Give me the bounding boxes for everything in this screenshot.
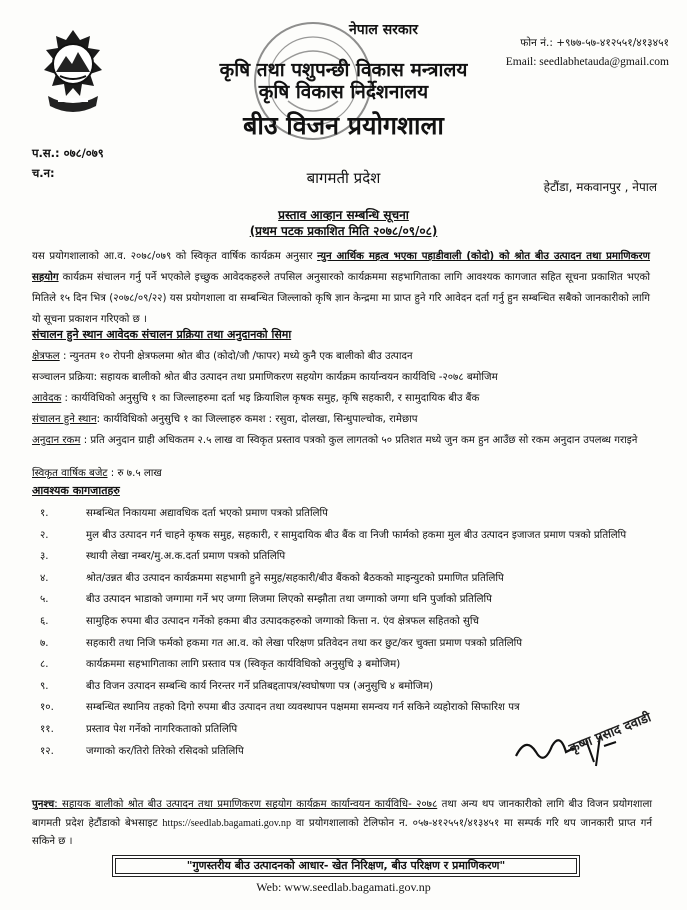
list-item: ४. श्रोत/उन्नत बीउ उत्पादन कार्यक्रममा सहभागी हुने समुह/सहकारी/बीउ बैंकको बैठकको माइन्युटको प्रमाणित प्रतिलिपि	[40, 572, 504, 584]
office-location: हेटौंडा, मकवानपुर , नेपाल	[543, 180, 657, 194]
list-item: १. सम्बन्धित निकायमा अद्यावधिक दर्ता भएको प्रमाण पत्रको प्रतिलिपि	[40, 508, 328, 519]
email-address: Email: seedlabhetauda@gmail.com	[505, 56, 669, 68]
list-item: ७. सहकारी तथा निजि फर्मको हकमा गत आ.व. को लेखा परिक्षण प्रतिवेदन तथा कर छुट/कर चुक्ता प्रमाण पत्रको प्रतिलिपि	[40, 637, 523, 649]
chalani-number: च.न:	[32, 166, 55, 180]
lab-name: बीउ विजन प्रयोगशाला	[243, 111, 444, 140]
website-link[interactable]: https://seedlab.bagamati.gov.np	[162, 817, 292, 829]
department-name: कृषि विकास निर्देशनालय	[258, 81, 429, 103]
patra-sankhya: प.स.: ०७८/०७९	[32, 146, 104, 160]
intro-text-2: कार्यक्रम संचालन गर्नु पर्ने भएकोले इच्छुक आवेदकहरुले तपसिल अनुसारको कार्यक्रममा सहभागिताका लागि आवश्यक कागजात सहित सूचना प्रकाशित भएको मितिले १५ दिन भित्र (२०७८/०९/२२) यस प्रयोगशाला वा सम्बन्धित जिल्लाको कृषि ज्ञान केन्द्रमा मा प्राप्त हुने गरि आवेदन दर्ता गर्नु हुन सम्बन्धित सबैको जानकारीको लागि यो सूचना प्रकाशन गरिएको छ ।	[32, 272, 650, 325]
list-item: ११. प्रस्ताव पेश गर्नेको नागरिकताको प्रतिलिपि	[40, 723, 238, 735]
phone-number: फोन नं.: +९७७-५७-४१२५५१/४१३४५१	[520, 37, 669, 49]
footnote-label: पुनश्च	[32, 799, 55, 810]
detail-row: स्विकृत वार्षिक बजेट : रु ७.५ लाख	[32, 468, 162, 479]
section-title: संचालन हुने स्थान आवेदक संचालन प्रक्रिया तथा अनुदानको सिमा	[32, 328, 292, 341]
list-item: ६. सामुहिक रुपमा बीउ उत्पादन गर्नेको हकमा बीउ उत्पादकहरुको जग्गाको कित्ता न. एंव क्षेत्रफल सहितको सुचि	[40, 615, 479, 627]
footer-website[interactable]: Web: www.seedlab.bagamati.gov.np	[256, 880, 431, 894]
program-name: न्युन आर्थिक महत्व भएका पहाडीवाली (कोदो) को श्रोत बीउ उत्पादन तथा प्रमाणिकरण सहयोग	[32, 251, 650, 283]
ministry-name: कृषि तथा पशुपन्छी विकास मन्त्रालय	[219, 59, 468, 81]
intro-text-1: यस प्रयोगशालाको आ.व. २०७८/०७९ को स्विकृत वार्षिक कार्यक्रम अनुसार	[32, 251, 318, 262]
footnote	[32, 796, 652, 852]
list-item: ३. स्थायी लेखा नम्बर/मु.अ.क.दर्ता प्रमाण पत्रको प्रतिलिपि	[40, 551, 286, 563]
detail-row: आवेदक : कार्यविधिको अनुसुचि १ का जिल्लाहरुमा दर्ता भइ क्रियाशिल कृषक समुह, कृषि सहकारी, र सामुदायिक बीउ बैंक	[32, 393, 480, 404]
gov-name: नेपाल सरकार	[348, 22, 418, 38]
notice-title: प्रस्ताव आव्हान सम्बन्धि सूचना	[278, 208, 409, 222]
docs-title: आवश्यक कागजातहरु	[32, 484, 120, 497]
footnote-guideline: : सहायक बालीको श्रोत बीउ उत्पादन तथा प्रमाणिकरण सहयोग कार्यक्रम कार्यान्वयन कार्यविधि- २०७८	[54, 799, 438, 810]
detail-row: सञ्चालन प्रक्रिया: सहायक बालीको श्रोत बीउ उत्पादन तथा प्रमाणिकरण सहयोग कार्यक्रम कार्यान्वयन कार्यविधि -२०७८ बमोजिम	[32, 372, 498, 383]
list-item: २. मुल बीउ उत्पादन गर्न चाहने कृषक समुह, सहकारी, र सामुदायिक बीउ बैंक वा निजी फार्मको हकमा मुल बीउ उत्पादन इजाजत प्रमाण पत्रको प्रतिलिपि	[40, 529, 627, 541]
footnote-text-1: तथा अन्य थप जानकारीको लागि बीउ विजन प्रयोगशाला बागमती प्रदेश हेटौंडाको बेभसाइट	[32, 799, 652, 829]
detail-row: क्षेत्रफल : न्युनतम १० रोपनी क्षेत्रफलमा श्रोत बीउ (कोदो/जौ /फापर) मध्ये कुनै एक बालीको बीउ उत्पादन	[32, 351, 413, 362]
notice-subtitle: (प्रथम पटक प्रकाशित मिति २०७८/०९/०८)	[249, 224, 438, 238]
list-item: १०. सम्बन्धित स्थानिय तहको दिगो रुपमा बीउ उत्पादन तथा व्यवस्थापन पक्षममा समन्वय गर्न सकिने व्यहोराको सिफारिश पत्र	[40, 702, 520, 714]
list-item: ८. कार्यक्रममा सहभागिताका लागि प्रस्ताव पत्र (स्विकृत कार्यविधिको अनुसुचि ३ बमोजिम)	[40, 659, 401, 671]
contact-block	[506, 34, 669, 72]
footnote-text-2: वा प्रयोगशालाको टेलिफोन न. ०५७-४१२५५१/४१३४५१ मा सम्पर्क गरि थप जानकारी प्राप्त गर्न सकिने छ ।	[32, 817, 652, 847]
signer-name: कृष्ण प्रसाद दवाडी	[567, 710, 654, 757]
list-item: १२. जग्गाको कर/तिरो तिरेको रसिदको प्रतिलिपि	[40, 745, 244, 757]
list-item: ९. बीउ विजन उत्पादन सम्बन्धि कार्य निरन्तर गर्ने प्रतिबद्दतापत्र/स्वघोषणा पत्र (अनुसुचि ४ बमोजिम)	[40, 680, 434, 692]
detail-row: अनुदान रकम : प्रति अनुदान ग्राही अधिकतम २.५ लाख वा स्विकृत प्रस्ताव पत्रको कुल लागतको ५० प्रतिशत मध्ये जुन कम हुन आउँछ सो रकम अनुदान उपलब्ध गराइने	[32, 435, 638, 446]
intro-paragraph	[32, 246, 650, 330]
detail-row: संचालन हुने स्थान: कार्यविधिको अनुसुचि १ का जिल्लाहरु कमश : रसुवा, दोलखा, सिन्धुपाल्चोक, रामेछाप	[32, 414, 418, 425]
list-item: ५. बीउ उत्पादन भाडाको जग्गामा गर्ने भए जग्गा लिजमा लिएको सम्झौता तथा जग्गाको जग्गा धनि पुर्जाको प्रतिलिपि	[40, 594, 492, 606]
province-name: बागमती प्रदेश	[306, 169, 381, 187]
slogan-banner: "गुणस्तरीय बीउ उत्पादनको आधार- खेत निरिक्षण, बीउ परिक्षण र प्रमाणिकरण"	[112, 855, 580, 877]
